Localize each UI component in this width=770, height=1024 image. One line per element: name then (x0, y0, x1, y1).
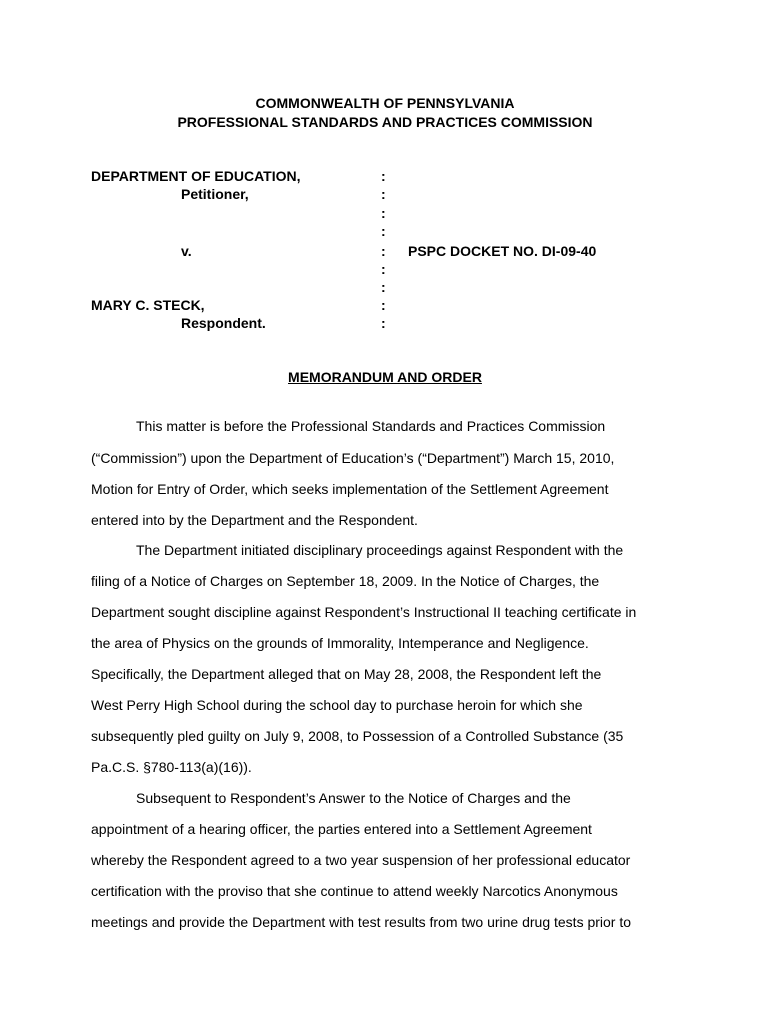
respondent-name: MARY C. STECK, (91, 297, 205, 313)
body-line: Specifically, the Department alleged that on May 28, 2008, the Respondent left the (91, 666, 602, 682)
body-line: the area of Physics on the grounds of Immorality, Intemperance and Negligence. (91, 635, 589, 651)
body-line: West Perry High School during the school day to purchase heroin for which she (91, 697, 583, 713)
caption-colon: : (381, 186, 386, 202)
body-line: Subsequent to Respondent’s Answer to the Notice of Charges and the (136, 790, 571, 806)
document-title-text: MEMORANDUM AND ORDER (288, 369, 482, 385)
caption-colon: : (381, 261, 386, 277)
header-line-1: COMMONWEALTH OF PENNSYLVANIA (255, 95, 515, 111)
versus-label: v. (181, 243, 192, 259)
body-line: The Department initiated disciplinary proceedings against Respondent with the (136, 542, 624, 558)
body-line: filing of a Notice of Charges on September 18, 2009. In the Notice of Charges, the (91, 573, 600, 589)
body-line: subsequently pled guilty on July 9, 2008, to Possession of a Controlled Substance (35 (91, 728, 624, 744)
body-line: whereby the Respondent agreed to a two year suspension of her professional educator (91, 852, 631, 868)
docket-number: PSPC DOCKET NO. DI-09-40 (408, 243, 597, 259)
caption-colon: : (381, 279, 386, 295)
body-line: (“Commission”) upon the Department of Education’s (“Department”) March 15, 2010, (91, 450, 615, 466)
body-line: certification with the proviso that she continue to attend weekly Narcotics Anonymous (91, 883, 618, 899)
caption-colon: : (381, 168, 386, 184)
caption-colon: : (381, 315, 386, 331)
respondent-role: Respondent. (181, 315, 266, 331)
body-line: Department sought discipline against Respondent’s Instructional II teaching certificate in (91, 604, 637, 620)
body-line: Motion for Entry of Order, which seeks implementation of the Settlement Agreement (91, 481, 609, 497)
petitioner-name: DEPARTMENT OF EDUCATION, (91, 168, 301, 184)
body-line: Pa.C.S. §780-113(a)(16)). (91, 759, 252, 775)
body-line: appointment of a hearing officer, the parties entered into a Settlement Agreement (91, 821, 592, 837)
caption-colon: : (381, 205, 386, 221)
petitioner-role: Petitioner, (181, 186, 249, 202)
body-line: entered into by the Department and the Respondent. (91, 512, 418, 528)
caption-colon: : (381, 223, 386, 239)
header-line-2: PROFESSIONAL STANDARDS AND PRACTICES COMMISSION (177, 114, 593, 130)
body-line: This matter is before the Professional Standards and Practices Commission (136, 418, 606, 434)
document-title (0, 368, 770, 386)
body-line: meetings and provide the Department with test results from two urine drug tests prior to (91, 914, 632, 930)
caption-colon: : (381, 297, 386, 313)
caption-colon: : (381, 243, 386, 259)
